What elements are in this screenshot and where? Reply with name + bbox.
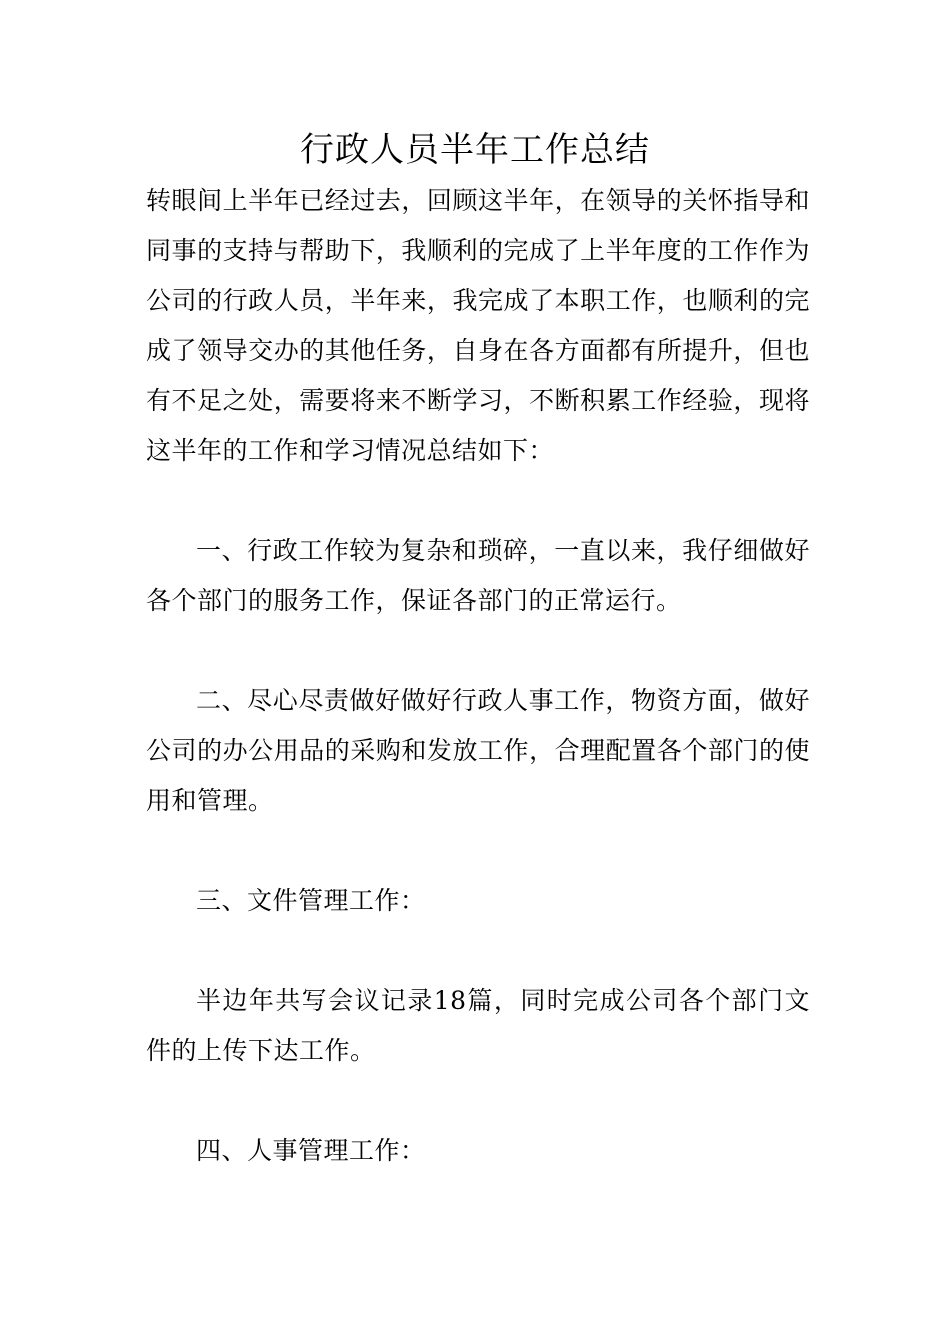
document-title: 行政人员半年工作总结: [300, 130, 650, 170]
paragraph-gap: [146, 926, 810, 976]
paragraph-gap: [146, 476, 810, 526]
paragraph-gap: [146, 826, 810, 876]
paragraph-gap: [146, 1076, 810, 1126]
paragraph-gap: [146, 626, 810, 676]
intro-paragraph: 转眼间上半年已经过去，回顾这半年，在领导的关怀指导和同事的支持与帮助下，我顺利的完成了上半年度的工作作为公司的行政人员，半年来，我完成了本职工作，也顺利的完成了领导交办的其他任务，自身在各方面都有所提升，但也有不足之处，需要将来不断学习，不断积累工作经验，现将这半年的工作和学习情况总结如下：: [146, 186, 810, 465]
document-body: [146, 176, 810, 1176]
section-four-heading: 四、人事管理工作：: [196, 1136, 426, 1165]
section-three-paragraph: 半边年共写会议记录18篇，同时完成公司各个部门文件的上传下达工作。: [146, 986, 810, 1065]
section-one-paragraph: 一、行政工作较为复杂和琐碎，一直以来，我仔细做好各个部门的服务工作，保证各部门的正常运行。: [146, 536, 810, 615]
section-three-heading: 三、文件管理工作：: [196, 886, 426, 915]
section-two-paragraph: 二、尽心尽责做好做好行政人事工作，物资方面，做好公司的办公用品的采购和发放工作，合理配置各个部门的使用和管理。: [146, 686, 810, 815]
